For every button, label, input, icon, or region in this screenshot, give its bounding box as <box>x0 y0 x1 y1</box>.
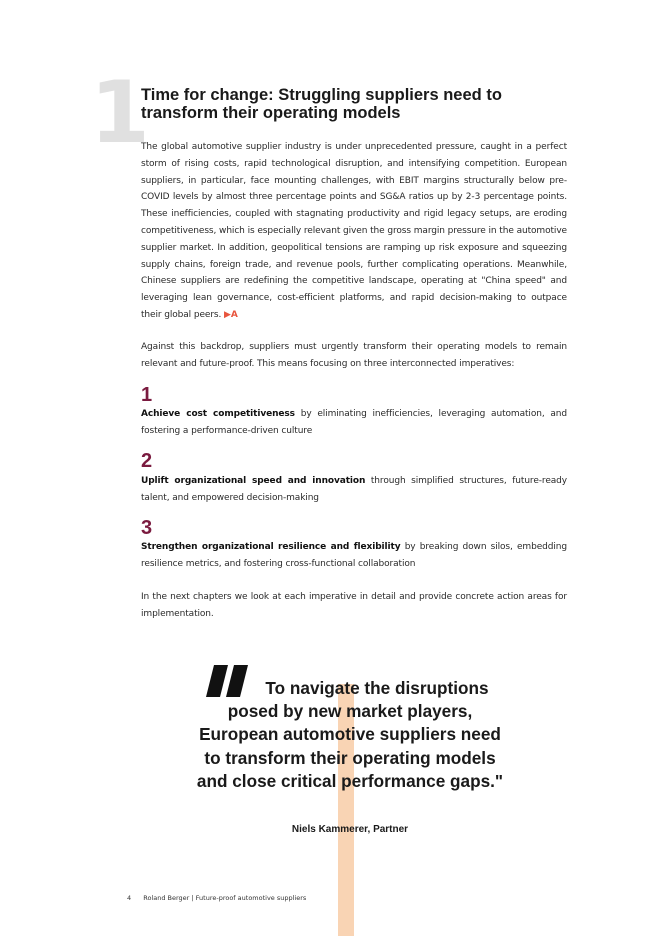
chapter-title: Time for change: Struggling suppliers need to transform their operating models <box>141 86 502 122</box>
imperative-description: by eliminating inefficiencies, leveraging automation, and fostering a performance-driven culture <box>141 409 567 436</box>
imperative-heading: Uplift organizational speed and innovation <box>141 476 366 486</box>
pull-quote-text: To navigate the disruptions posed by new market players, European automotive suppliers need to transform their operating models and close critical performance gaps." <box>196 678 504 791</box>
closing-paragraph: In the next chapters we look at each imperative in detail and provide concrete action areas for implementation. <box>141 592 567 619</box>
imperative-heading: Strengthen organizational resilience and flexibility <box>141 542 401 552</box>
imperative-text <box>141 406 567 440</box>
quote-attribution: Niels Kammerer, Partner <box>291 824 409 835</box>
imperative-description: through simplified structures, future-ready talent, and empowered decision-making <box>141 476 568 503</box>
imperative-number: 3 <box>141 517 153 539</box>
intro-paragraph <box>141 139 567 324</box>
imperative-number: 1 <box>141 384 153 406</box>
imperative-description: by breaking down silos, embedding resilience metrics, and fostering cross-functional collaboration <box>141 542 567 569</box>
backdrop-paragraph: Against this backdrop, suppliers must urgently transform their operating models to remain relevant and future-proof. This means focusing on three interconnected imperatives: <box>141 342 567 369</box>
figure-reference-link[interactable]: ▶A <box>224 309 238 320</box>
imperative-text <box>141 539 567 573</box>
page-footer <box>127 894 306 902</box>
page-number: 4 <box>127 894 132 902</box>
intro-paragraph-text: The global automotive supplier industry is under unprecedented pressure, caught in a perfect storm of rising costs, rapid technological disruption, and intensifying competition. European suppliers, in particular, face mounting challenges, with EBIT margins structurally below pre-COVID levels by almost three percentage points and SG&A ratios up by 2-3 percentage points. These inefficiencies, coupled with stagnating productivity and rigid legacy setups, are eroding competitiveness, which is especially relevant given the gross margin pressure in the automotive supplier market. In addition, geopolitical tensions are ramping up risk exposure and squeezing supply chains, foreign trade, and revenue pools, further complicating operations. Meanwhile, Chinese suppliers are redefining the competitive landscape, operating at "China speed" and leveraging lean governance, cost-efficient platforms, and rapid decision-making to outpace their global peers. <box>141 142 567 320</box>
imperative-text <box>141 473 567 507</box>
imperative-number: 2 <box>141 450 153 472</box>
imperative-heading: Achieve cost competitiveness <box>141 409 295 419</box>
footer-text: Roland Berger | Future-proof automotive suppliers <box>143 894 307 902</box>
pull-quote <box>190 677 510 793</box>
chapter-number: 1 <box>90 63 150 163</box>
